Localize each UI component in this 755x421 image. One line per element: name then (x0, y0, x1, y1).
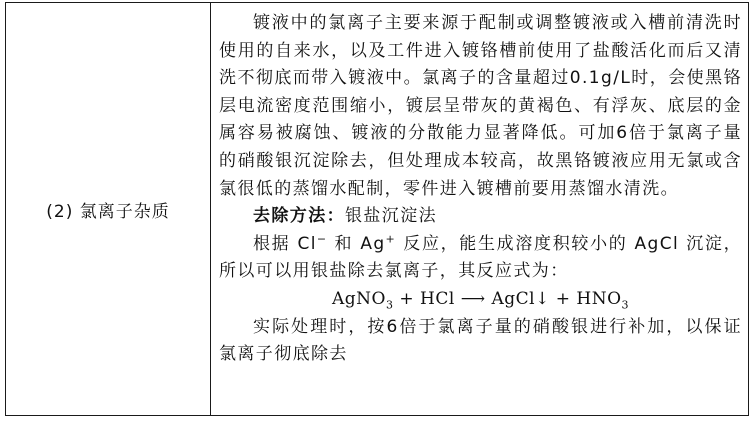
row-label: (2) 氯离子杂质 (46, 201, 170, 222)
formula-rest: + HCl ⟶ AgCl↓ + HNO (393, 288, 622, 309)
row-label-cell (6, 3, 211, 415)
reaction-pre: 根据 Cl (253, 233, 317, 254)
reaction-mid: 和 Ag (327, 233, 386, 254)
chemical-equation (219, 286, 742, 314)
method-label: 去除方法： (253, 206, 345, 227)
paragraph-final: 实际处理时，按6倍于氯离子量的硝酸银进行补加，以保证氯离子彻底除去 (219, 316, 742, 365)
paragraph-source: 镀液中的氯离子主要来源于配制或调整镀液或入槽前清洗时使用的自来水，以及工件进入镀铬槽前使用了盐酸活化而后又清洗不彻底而带入镀液中。氯离子的含量超过0.1g/L时，会使黑铬层电流密度范围缩小，镀层呈带灰的黄褐色、有浮灰、底层的金属容易被腐蚀、镀液的分散能力显著降低。可加6倍于氯离子量的硝酸银沉淀除去，但处理成本较高，故黑铬镀液应用无氯或含氯很低的蒸馏水配制，零件进入镀槽前要用蒸馏水清洗。 (219, 13, 742, 199)
formula-hno-subscript: 3 (621, 298, 630, 312)
formula-agno: AgNO (331, 288, 386, 309)
removal-method (219, 203, 742, 231)
chloride-charge: − (316, 232, 328, 246)
row-content-cell (211, 3, 748, 415)
formula-agno-subscript: 3 (385, 298, 394, 312)
reaction-post: 反应，能生成溶度积较小的 AgCl 沉淀，所以可以用银盐除去氯离子，其反应式为： (219, 233, 742, 282)
reaction-description (219, 231, 742, 286)
content-table (5, 2, 749, 416)
silver-charge: + (385, 232, 397, 246)
method-value: 银盐沉淀法 (345, 206, 437, 227)
